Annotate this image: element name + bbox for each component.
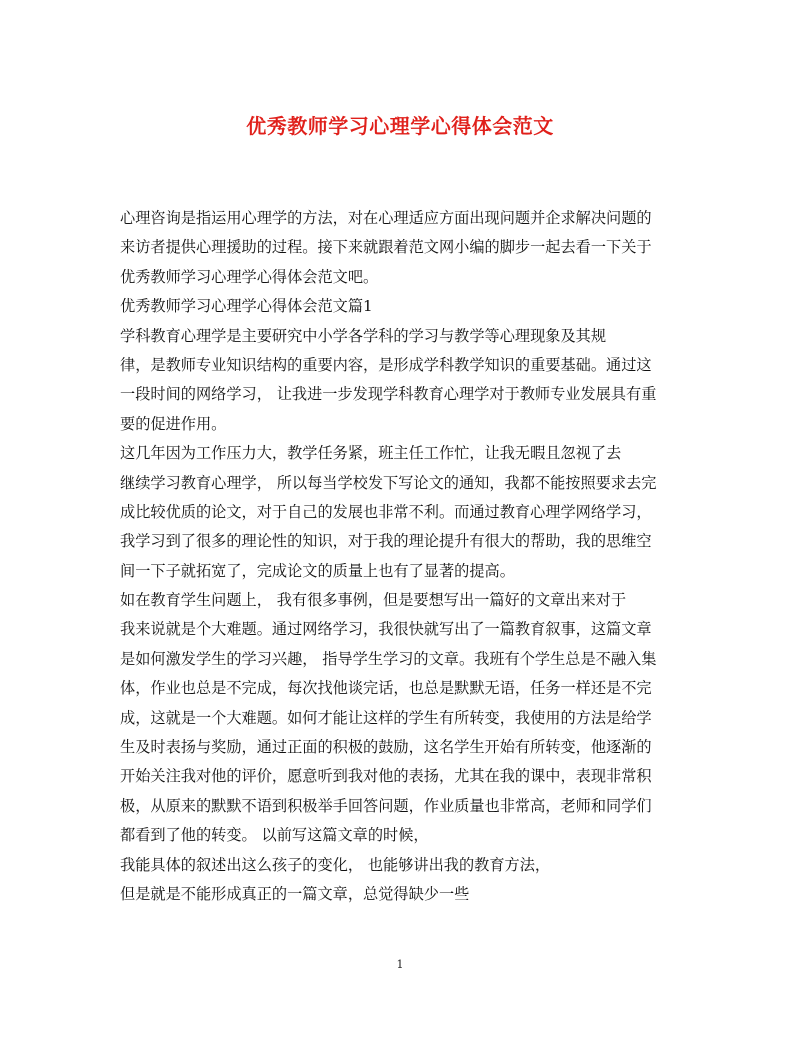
body-line: 开始关注我对他的评价，愿意听到我对他的表扬，尤其在我的课中，表现非常积 — [120, 767, 652, 786]
body-line: 我能具体的叙述出这么孩子的变化， 也能够讲出我的教育方法， — [120, 855, 551, 874]
document-title: 优秀教师学习心理学心得体会范文 — [246, 114, 554, 138]
body-line: 优秀教师学习心理学心得体会范文吧。 — [120, 267, 379, 286]
body-line: 间一下子就拓宽了，完成论文的质量上也有了显著的提高。 — [120, 561, 515, 580]
body-line: 极，从原来的默默不语到积极举手回答问题，作业质量也非常高，老师和同学们 — [120, 796, 652, 815]
body-line: 这几年因为工作压力大，教学任务紧，班主任工作忙，让我无暇且忽视了去 — [120, 444, 622, 463]
body-line: 都看到了他的转变。 以前写这篇文章的时候， — [120, 826, 429, 845]
body-line: 我学习到了很多的理论性的知识，对于我的理论提升有很大的帮助，我的思维空 — [120, 532, 652, 551]
body-line: 我来说就是个大难题。通过网络学习，我很快就写出了一篇教育叙事，这篇文章 — [120, 620, 652, 639]
body-line: 生及时表扬与奖励，通过正面的积极的鼓励，这名学生开始有所转变，他逐渐的 — [120, 738, 652, 757]
section-heading: 优秀教师学习心理学心得体会范文篇1 — [120, 297, 373, 316]
body-line: 但是就是不能形成真正的一篇文章，总觉得缺少一些 — [120, 884, 470, 903]
body-line: 律，是教师专业知识结构的重要内容，是形成学科教学知识的重要基础。通过这 — [120, 355, 652, 374]
body-line: 成，这就是一个大难题。如何才能让这样的学生有所转变，我使用的方法是给学 — [120, 708, 652, 727]
body-line: 继续学习教育心理学， 所以每当学校发下写论文的通知，我都不能按照要求去完 — [120, 473, 657, 492]
page-number: 1 — [396, 958, 404, 971]
body-line: 是如何激发学生的学习兴趣， 指导学生学习的文章。我班有个学生总是不融入集 — [120, 649, 657, 668]
body-line: 学科教育心理学是主要研究中小学各学科的学习与教学等心理现象及其规 — [120, 326, 606, 345]
body-line: 一段时间的网络学习， 让我进一步发现学科教育心理学对于教师专业发展具有重 — [120, 385, 657, 404]
body-line: 如在教育学生问题上， 我有很多事例，但是要想写出一篇好的文章出来对于 — [120, 591, 627, 610]
body-line: 要的促进作用。 — [120, 414, 227, 433]
body-line: 来访者提供心理援助的过程。接下来就跟着范文网小编的脚步一起去看一下关于 — [120, 238, 652, 257]
document-body — [120, 204, 692, 909]
body-line: 心理咨询是指运用心理学的方法，对在心理适应方面出现问题并企求解决问题的 — [120, 209, 652, 227]
body-line: 体，作业也总是不完成，每次找他谈完话，也总是默默无语，任务一样还是不完 — [120, 679, 652, 698]
body-line: 成比较优质的论文，对于自己的发展也非常不利。而通过教育心理学网络学习， — [120, 502, 652, 521]
